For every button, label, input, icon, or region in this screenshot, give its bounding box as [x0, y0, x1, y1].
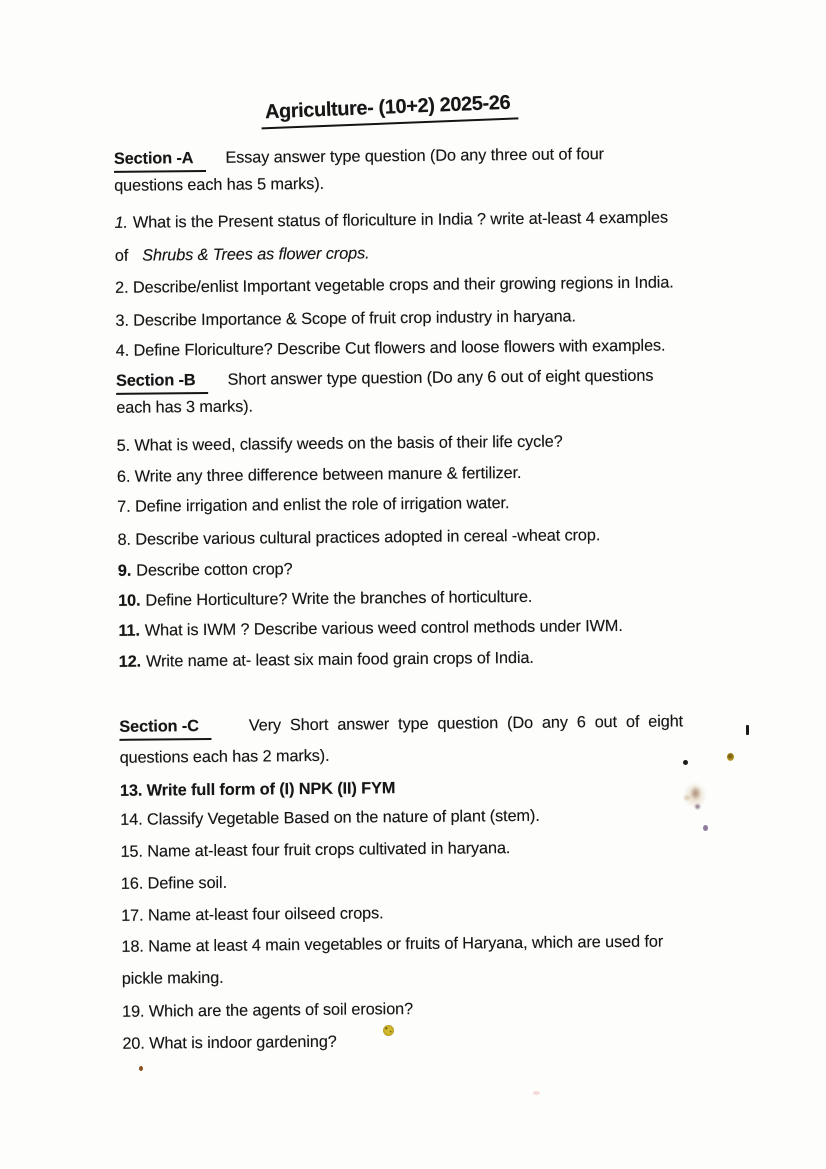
- section-b-intro-line-2: each has 3 marks).: [116, 397, 254, 417]
- yellow-stain-large: [383, 1025, 394, 1036]
- question-3: 3. Describe Importance & Scope of fruit crop industry in haryana.: [115, 307, 576, 330]
- section-a-intro-line-1: [114, 145, 604, 173]
- question-4: 4. Define Floriculture? Describe Cut flowers and loose flowers with examples.: [115, 336, 666, 360]
- question-1-number: 1.: [114, 213, 128, 232]
- section-c-intro-text: Very Short answer type question (Do any 6 out of eight: [248, 712, 684, 735]
- ink-speck: [683, 760, 688, 765]
- question-20: 20. What is indoor gardening?: [122, 1032, 337, 1053]
- section-c-intro-line-2: questions each has 2 marks).: [119, 746, 330, 767]
- pink-faint-mark: [533, 1091, 540, 1095]
- question-1-cont-word: of: [114, 246, 129, 265]
- question-12-text: Write name at- least six main food grain crops of India.: [145, 648, 534, 671]
- page-title: Agriculture- (10+2) 2025-26: [261, 91, 519, 129]
- question-1-line-1: [114, 209, 668, 233]
- question-9: [118, 560, 293, 581]
- question-9-text: Describe cotton crop?: [136, 560, 293, 580]
- section-b-heading: Section -B: [116, 371, 208, 395]
- question-13: 13. Write full form of (I) NPK (II) FYM: [119, 779, 396, 800]
- question-11-number: 11.: [118, 621, 140, 640]
- yellow-stain-small: [727, 753, 734, 761]
- question-7: 7. Define irrigation and enlist the role of irrigation water.: [117, 494, 510, 516]
- question-16: 16. Define soil.: [120, 873, 228, 893]
- section-c-heading: Section -C: [119, 717, 211, 741]
- question-11: [118, 617, 622, 641]
- question-2: 2. Describe/enlist Important vegetable crops and their growing regions in India.: [115, 273, 674, 297]
- scan-edge-mark: [746, 725, 749, 735]
- question-12: [119, 649, 534, 672]
- tan-smudge-stain: [679, 777, 711, 815]
- section-a-heading: Section -A: [114, 149, 206, 173]
- question-9-number: 9.: [117, 561, 132, 580]
- question-10: [118, 588, 532, 611]
- question-18-line-2: pickle making.: [121, 968, 224, 988]
- question-5: 5. What is weed, classify weeds on the basis of their life cycle?: [116, 432, 563, 455]
- question-14: 14. Classify Vegetable Based on the nature of plant (stem).: [120, 806, 540, 829]
- brown-speck: [139, 1066, 143, 1071]
- question-8: 8. Describe various cultural practices adopted in cereal -wheat crop.: [117, 526, 601, 549]
- question-11-text: What is IWM ? Describe various weed control methods under IWM.: [144, 616, 623, 640]
- question-19: 19. Which are the agents of soil erosion?: [122, 1000, 414, 1021]
- section-b-intro-text: Short answer type question (Do any 6 out of eight questions: [227, 366, 654, 389]
- section-b-intro-line-1: [116, 367, 654, 395]
- question-6: 6. Write any three difference between manure & fertilizer.: [116, 463, 522, 486]
- section-c-intro-line-1: [119, 712, 683, 740]
- question-17: 17. Name at-least four oilseed crops.: [121, 904, 384, 925]
- question-10-number: 10.: [118, 591, 141, 610]
- section-a-intro-text: Essay answer type question (Do any three out of four: [225, 145, 605, 167]
- question-1-line-2: [115, 244, 370, 265]
- question-15: 15. Name at-least four fruit crops cultivated in haryana.: [120, 839, 511, 861]
- question-18-line-1: 18. Name at least 4 main vegetables or fruits of Haryana, which are used for: [121, 932, 664, 956]
- section-a-intro-line-2: questions each has 5 marks).: [114, 174, 325, 195]
- purple-speck: [703, 825, 708, 831]
- question-1-cont-italic: Shrubs & Trees as flower crops.: [142, 244, 370, 265]
- question-1-text: What is the Present status of floriculture in India ? write at-least 4 examples: [132, 208, 669, 232]
- question-10-text: Define Horticulture? Write the branches of horticulture.: [145, 587, 533, 610]
- question-12-number: 12.: [118, 652, 142, 671]
